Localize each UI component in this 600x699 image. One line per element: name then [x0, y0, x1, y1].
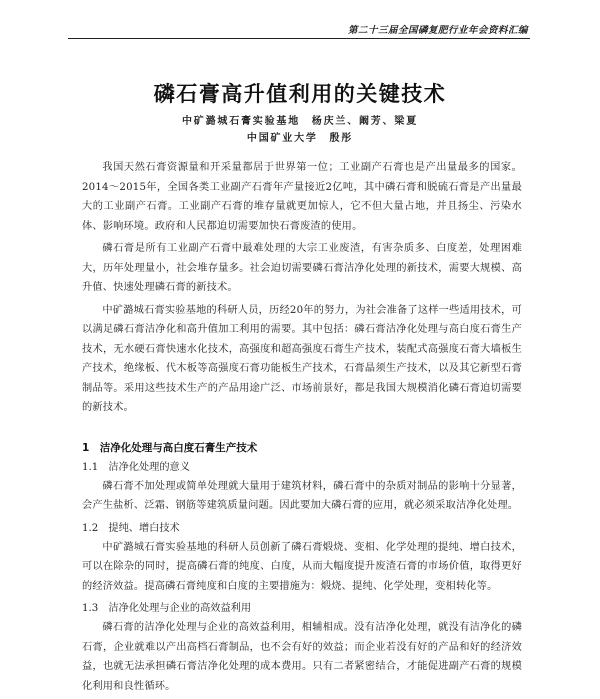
subsection-1-1-heading: 1.1 洁净化处理的意义	[82, 461, 190, 473]
running-header: 第二十三届全国磷复肥行业年会资料汇编	[347, 25, 528, 36]
intro-paragraph-2: 磷石膏是所有工业副产石膏中最难处理的大宗工业废渣，有害杂质多、白度差，处理困难大，历年处理量小，社会堆存量多。社会迫切需要磷石膏洁净化处理的新技术，需要大规模、高升值、快速处理磷石膏的新技术。	[82, 243, 522, 293]
intro-paragraph-3: 中矿潞城石膏实验基地的科研人员，历经20年的努力，为社会准备了这样一些适用技术，可以满足磷石膏洁净化和高升值加工利用的需要。其中包括：磷石膏洁净化处理与高白度石膏生产技术，无水硬石膏快速水化技术，高强度和超高强度石膏生产技术，装配式高强度石膏大墙板生产技术，绝缘板、代木板等高强度石膏功能板生产技术，石膏晶须生产技术，以及其它新型石膏制品等。采用这些技术生产的产品用途广泛、市场前景好，都是我国大规模消化磷石膏迫切需要的新技术。	[82, 304, 522, 413]
subsection-1-2-text: 中矿潞城石膏实验基地的科研人员创新了磷石膏煅烧、变相、化学处理的提纯、增白技术，可以在除杂的同时，提高磷石膏的纯度、白度，从而大幅度提升废渣石膏的市场价值，取得更好的经济效益。提高磷石膏纯度和白度的主要措施为：煅烧、提纯、化学处理，变相转化等。	[82, 541, 522, 592]
subsection-1-2-heading: 1.2 提纯、增白技术	[82, 522, 180, 534]
header-rule	[68, 38, 530, 39]
article-body	[82, 158, 522, 699]
author-line-2: 中国矿业大学 殷彤	[246, 133, 354, 144]
section-spacer	[82, 421, 522, 431]
subsection-1-3-text: 磷石膏的洁净化处理与企业的高效益利用，相辅相成。没有洁净化处理，就没有洁净化的磷石膏，企业就难以产出高档石膏制品，也不会有好的效益；而企业若没有好的产品和好的经济效益，也就无法承担磷石膏洁净化处理的成本费用。只有二者紧密结合，才能促进副产石膏的规模化利用和良性循环。	[82, 622, 522, 692]
intro-paragraph-1: 我国天然石膏资源量和开采量都居于世界第一位；工业副产石膏也是产出量最多的国家。2014～2015年，全国各类工业副产石膏年产量接近2亿吨，其中磷石膏和脱硫石膏是产出量最大的工业副产石膏。工业副产石膏的堆存量就更加惊人，它不但大量占地，并且扬尘、污染水体、影响环境。政府和人民都迫切需要加快石膏废渣的使用。	[82, 162, 522, 232]
subsection-1-3-heading: 1.3 洁净化处理与企业的高效益利用	[82, 603, 252, 614]
article-title: 磷石膏高升值利用的关键技术	[153, 82, 447, 106]
section-1-heading: 1 洁净化处理与高白度石膏生产技术	[82, 441, 258, 454]
author-line-1: 中矿潞城石膏实验基地 杨庆兰、阚芳、梁夏	[182, 116, 418, 127]
subsection-1-1-text: 磷石膏不加处理或简单处理就大量用于建筑材料，磷石膏中的杂质对制品的影响十分显著，会产生盐析、泛霜、钢筋等建筑质量问题。因此要加大磷石膏的应用，就必须采取洁净化处理。	[82, 480, 522, 511]
